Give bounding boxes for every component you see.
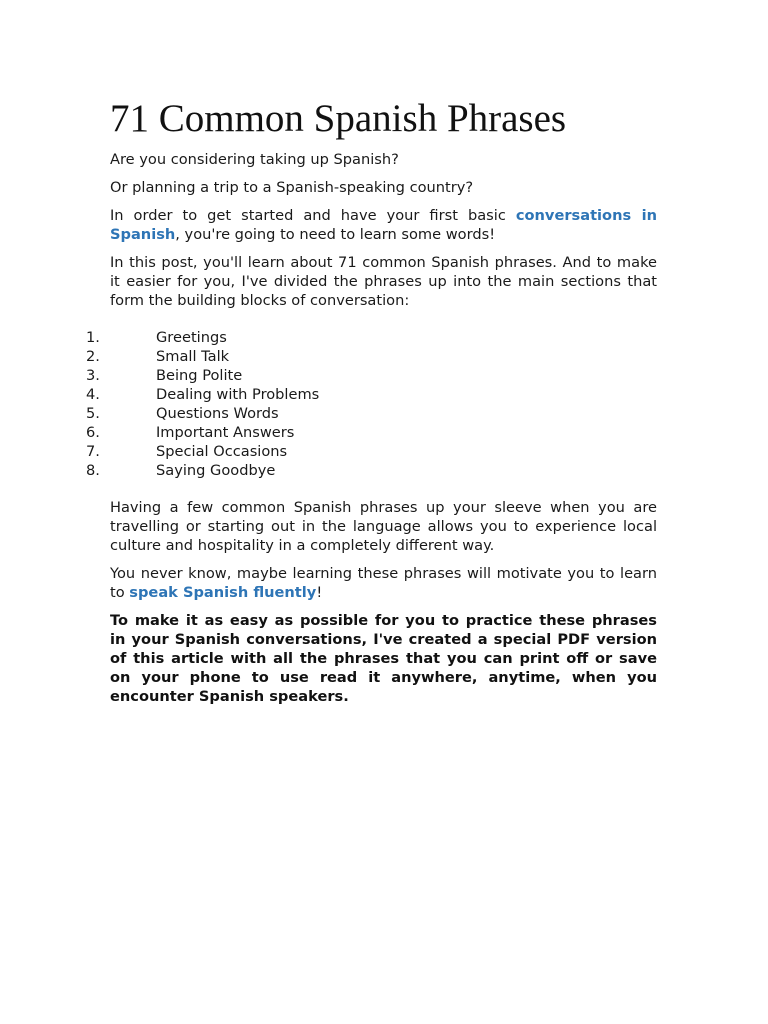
speak-spanish-fluently-link[interactable]: speak Spanish fluently [129,584,317,601]
motivate-paragraph [110,564,657,602]
list-item [86,347,657,366]
list-item-number: 6. [86,424,100,441]
list-item-label: Dealing with Problems [156,386,320,403]
list-item [86,366,657,385]
list-item-label: Questions Words [156,405,279,422]
sections-list [86,328,657,480]
list-item-number: 1. [86,329,100,346]
list-item-number: 3. [86,367,100,384]
list-item [86,404,657,423]
motivate-text-before: You never know, maybe learning these phrases will motivate you to learn to [110,565,657,601]
list-item-number: 5. [86,405,100,422]
article-body [86,96,657,715]
conversations-in-spanish-link[interactable]: conversations in Spanish [110,207,657,243]
list-item-number: 4. [86,386,100,403]
list-item-label: Important Answers [156,424,295,441]
page-title: 71 Common Spanish Phrases [110,97,567,140]
list-item-number: 2. [86,348,100,365]
motivate-text-after: ! [316,584,323,601]
intro-question-1: Are you considering taking up Spanish? [110,151,399,168]
list-item-label: Special Occasions [156,443,288,460]
intro-question-2: Or planning a trip to a Spanish-speaking country? [110,179,474,196]
list-item-label: Saying Goodbye [156,462,276,479]
pdf-offer-paragraph: To make it as easy as possible for you to practice these phrases in your Spanish conversations, I've created a special PDF version of this article with all the phrases that you can print off or save on your phone to use read it anywhere, anytime, when you encounter Spanish speakers. [110,612,657,705]
overview-paragraph: In this post, you'll learn about 71 common Spanish phrases. And to make it easier for you, I've divided the phrases up into the main sections that form the building blocks of conversation: [110,254,657,309]
sleeve-paragraph: Having a few common Spanish phrases up your sleeve when you are travelling or starting out in the language allows you to experience local culture and hospitality in a completely different way. [110,499,657,554]
list-item [86,385,657,404]
list-item-number: 7. [86,443,100,460]
list-item [86,328,657,347]
list-item-number: 8. [86,462,100,479]
list-item-label: Being Polite [156,367,243,384]
conversations-text-before: In order to get started and have your first basic [110,207,516,224]
list-item [86,423,657,442]
list-item [86,461,657,480]
conversations-paragraph [110,206,657,244]
list-item [86,442,657,461]
conversations-text-after: , you're going to need to learn some words! [175,226,496,243]
list-item-label: Greetings [156,329,227,346]
list-item-label: Small Talk [156,348,230,365]
